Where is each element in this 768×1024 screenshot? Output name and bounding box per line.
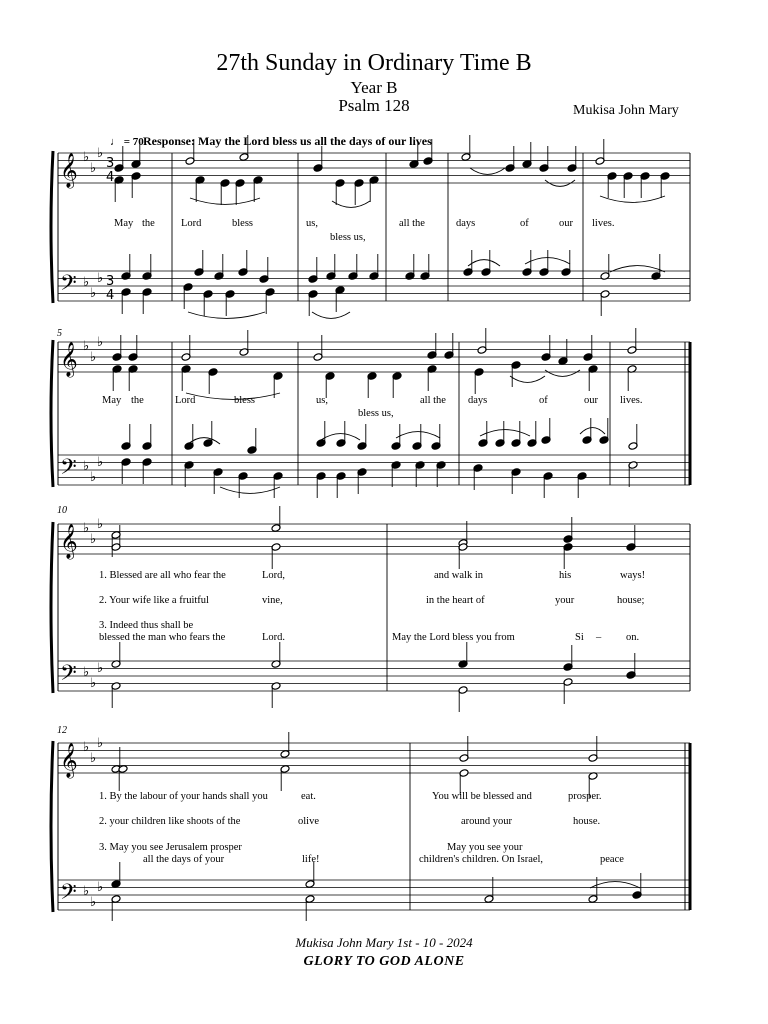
flat-icon: ♭ (90, 161, 97, 176)
verse-text: Lord, (262, 570, 286, 581)
time-signature: 3 (106, 274, 115, 289)
slur (332, 201, 370, 207)
flat-icon: ♭ (97, 271, 104, 286)
lyric: of (520, 218, 529, 229)
flat-icon: ♭ (97, 661, 104, 676)
lyric: lives. (592, 218, 615, 229)
slur (590, 882, 640, 888)
lyric: the (142, 218, 155, 229)
slur (600, 196, 665, 202)
verse-text: 3. May you see Jerusalem prosper (99, 842, 242, 853)
slur (186, 393, 280, 399)
response-label: Response: May the Lord bless us all the days of our lives (143, 134, 432, 148)
slur (480, 430, 530, 436)
lyric: May (114, 218, 134, 229)
slur (545, 370, 580, 376)
flat-icon: ♭ (90, 286, 97, 301)
verse-text: his (559, 570, 572, 581)
verse-text: ways! (620, 570, 646, 581)
verse-text: vine, (262, 595, 283, 606)
verse-text: house. (573, 816, 601, 827)
slur (468, 260, 500, 266)
verse-text: 2. your children like shoots of the (99, 816, 241, 827)
lyric: all the (420, 395, 446, 406)
flat-icon: ♭ (90, 350, 97, 365)
flat-icon: ♭ (83, 739, 90, 755)
slur (190, 198, 260, 204)
flat-icon: ♭ (97, 517, 104, 532)
flat-icon: ♭ (90, 751, 97, 766)
lyric-alt: bless us, (330, 232, 366, 243)
time-signature: 3 (106, 156, 115, 171)
verse-text: peace (600, 854, 624, 865)
verse-text: 1. By the labour of your hands shall you (99, 791, 268, 802)
lyric: the (131, 395, 144, 406)
measure-number: 5 (57, 328, 62, 339)
treble-clef-icon: 𝄞 (60, 743, 78, 778)
verse-text: children's children. On Israel, (419, 854, 544, 865)
verse-text: your (555, 595, 575, 606)
lyric: days (468, 395, 488, 406)
slur (220, 487, 280, 493)
treble-clef-icon: 𝄞 (60, 153, 78, 188)
flat-icon: ♭ (90, 470, 97, 485)
lyric: of (539, 395, 548, 406)
verse-text: life! (302, 854, 320, 865)
bass-clef-icon: 𝄢 (60, 455, 77, 485)
verse-text: You will be blessed and (432, 791, 532, 802)
flat-icon: ♭ (90, 895, 97, 910)
verse-text: in the heart of (426, 595, 485, 606)
flat-icon: ♭ (90, 676, 97, 691)
composer-name: Mukisa John Mary (573, 103, 679, 118)
flat-icon: ♭ (83, 338, 90, 354)
flat-icon: ♭ (83, 883, 90, 899)
slur (321, 434, 360, 440)
system-bracket (51, 340, 53, 487)
verse-text: Si (575, 632, 584, 643)
system-bracket (51, 151, 53, 303)
slur (396, 432, 440, 438)
slur (580, 428, 605, 434)
page-title: 27th Sunday in Ordinary Time B (216, 50, 532, 76)
slur (312, 312, 350, 318)
time-signature: 4 (106, 288, 115, 303)
system-bracket (51, 741, 53, 912)
lyric: us, (306, 218, 318, 229)
lyric: our (559, 218, 573, 229)
flat-icon: ♭ (90, 532, 97, 547)
verse-text: olive (298, 816, 319, 827)
verse-text: eat. (301, 791, 316, 802)
bass-clef-icon: 𝄢 (60, 661, 77, 691)
flat-icon: ♭ (97, 335, 104, 350)
bass-clef-icon: 𝄢 (60, 880, 77, 910)
slur (470, 168, 505, 174)
lyric: us, (316, 395, 328, 406)
verse-text: around your (461, 816, 513, 827)
flat-icon: ♭ (97, 455, 104, 470)
tempo-marking: ♩ = 70 (110, 136, 144, 148)
flat-icon: ♭ (83, 520, 90, 536)
verse-text: prosper. (568, 791, 602, 802)
lyric: May (102, 395, 122, 406)
flat-icon: ♭ (83, 458, 90, 474)
time-signature: 4 (106, 170, 115, 185)
bass-clef-icon: 𝄢 (60, 271, 77, 301)
verse-text: 1. Blessed are all who fear the (99, 570, 226, 581)
verse-text: blessed the man who fears the (99, 632, 226, 643)
lyric: days (456, 218, 476, 229)
flat-icon: ♭ (97, 880, 104, 895)
motto-line: GLORY TO GOD ALONE (303, 954, 465, 969)
lyric: our (584, 395, 598, 406)
system-bracket (51, 522, 53, 693)
verse-text: 3. Indeed thus shall be (99, 620, 194, 631)
verse-text: 2. Your wife like a fruitful (99, 595, 209, 606)
verse-text: on. (626, 632, 640, 643)
lyric: Lord (181, 218, 202, 229)
verse-text: – (596, 632, 602, 643)
subtitle-psalm: Psalm 128 (338, 96, 410, 115)
lyric: bless (232, 218, 253, 229)
flat-icon: ♭ (97, 146, 104, 161)
subtitle-year: Year B (350, 78, 398, 97)
signature-line: Mukisa John Mary 1st - 10 - 2024 (295, 935, 473, 950)
verse-text: Lord. (262, 632, 286, 643)
lyric: lives. (620, 395, 643, 406)
lyric-alt: bless us, (358, 408, 394, 419)
verse-text: and walk in (434, 570, 483, 581)
lyric: Lord (175, 395, 196, 406)
verse-text: house; (617, 595, 645, 606)
measure-number: 10 (57, 505, 67, 516)
verse-text: May the Lord bless you from (392, 632, 515, 643)
treble-clef-icon: 𝄞 (60, 524, 78, 559)
flat-icon: ♭ (83, 149, 90, 165)
treble-clef-icon: 𝄞 (60, 342, 78, 377)
slur (510, 376, 545, 382)
flat-icon: ♭ (83, 664, 90, 680)
verse-text: all the days of your (143, 854, 225, 865)
lyric: bless (234, 395, 255, 406)
flat-icon: ♭ (97, 736, 104, 751)
flat-icon: ♭ (83, 274, 90, 290)
verse-text: May you see your (447, 842, 523, 853)
measure-number: 12 (57, 725, 67, 736)
lyric: all the (399, 218, 425, 229)
